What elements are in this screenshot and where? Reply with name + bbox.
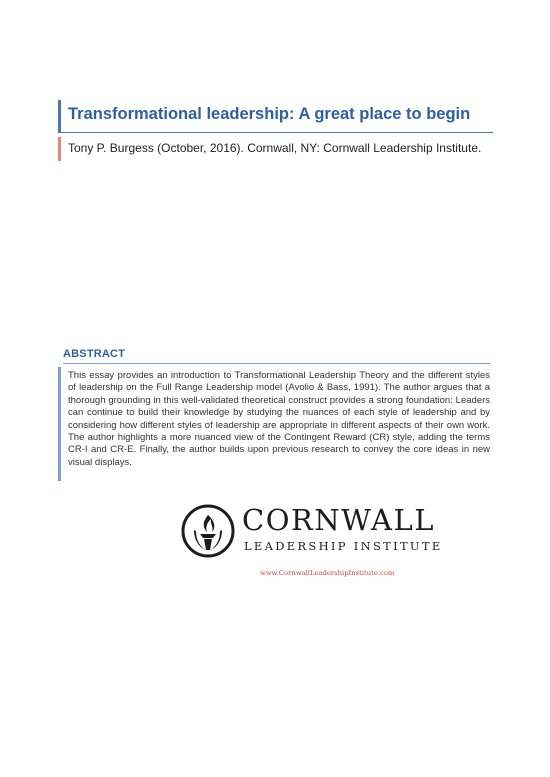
abstract-block [58, 367, 493, 481]
logo-name: CORNWALL [242, 503, 435, 537]
website-link[interactable]: www.CornwallLeadershipInstitute.com [260, 569, 395, 577]
citation-block [58, 137, 482, 161]
abstract-divider [63, 363, 490, 364]
institute-logo [180, 497, 443, 567]
logo-subtitle: LEADERSHIP INSTITUTE [244, 539, 443, 553]
citation-line: Tony P. Burgess (October, 2016). Cornwall, NY: Cornwall Leadership Institute. [68, 141, 482, 155]
abstract-text: This essay provides an introduction to Transformational Leadership Theory and the different styles of leadership on the Full Range Leadership model (Avolio & Bass, 1991). The author argues that a thorough grounding in this well-validated theoretical construct provides a strong foundation: Leaders can continue to build their knowledge by studying the nuances of each style of leadership and by considering how different styles of leadership are appropriate in different aspects of their own work. The author highlights a more nuanced view of the Contingent Reward (CR) style, adding the terms CR-I and CR-E. Finally, the author builds upon previous research to convey the core ideas in new visual displays. [68, 370, 490, 468]
document-title: Transformational leadership: A great place to begin [68, 105, 471, 123]
title-block [58, 100, 493, 133]
abstract-heading: ABSTRACT [63, 348, 126, 360]
torch-emblem-icon [180, 503, 236, 559]
